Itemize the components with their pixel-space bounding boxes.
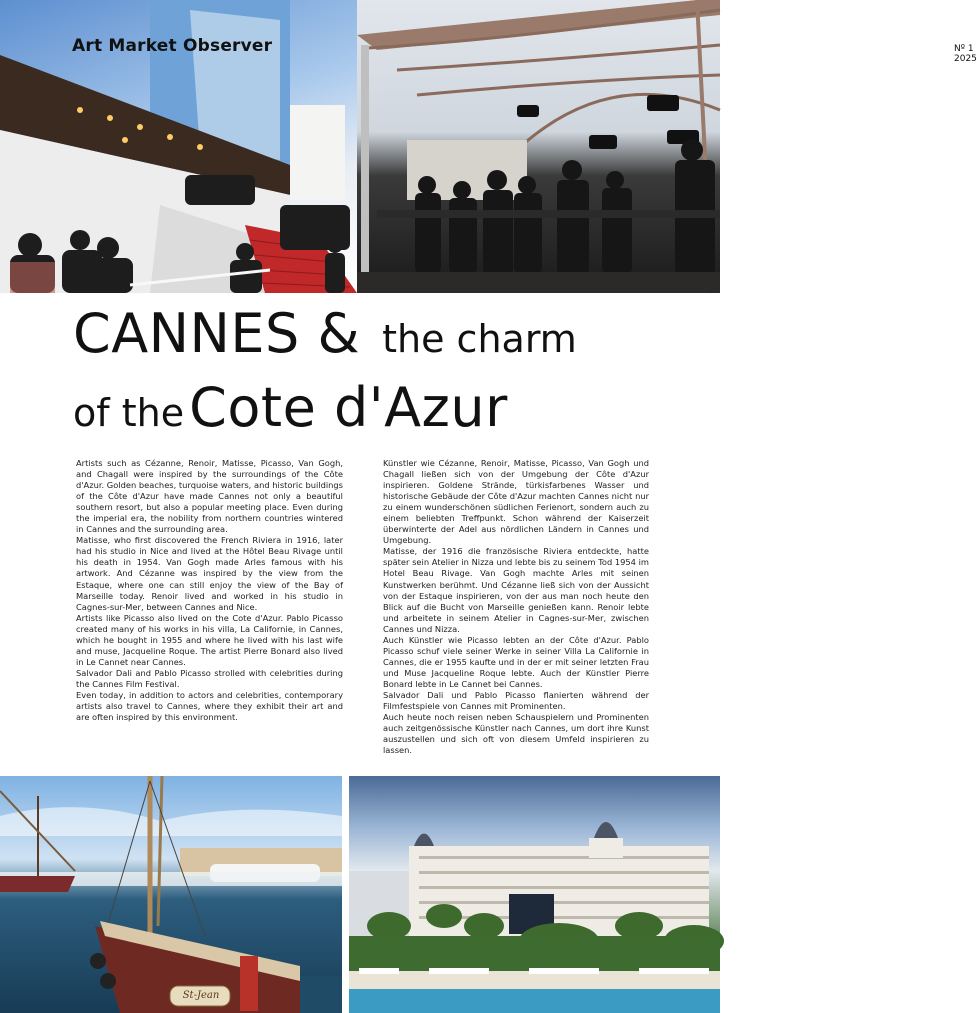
article-english-column	[76, 458, 343, 723]
paragraph: Artists such as Cézanne, Renoir, Matisse, Picasso, Van Gogh, and Chagall were inspired by the surroundings of the Côte d'Azur. Golden beaches, turquoise waters, and historic buildings of the Côte d'Azur have made Cannes not only a beautiful southern resort, but also a popular meeting place. Even during the imperial era, the nobility from northern countries wintered in Cannes and the surrounding area.	[76, 458, 343, 535]
paragraph: Salvador Dali und Pablo Picasso flanierten während der Filmfestspiele von Cannes mit Prominenten.	[383, 689, 649, 712]
headline-cote-dazur: Cote d'Azur	[189, 376, 508, 439]
issue-number: Nº 1 2025	[954, 44, 977, 64]
sailboat-harbour-photo	[0, 776, 342, 1013]
article-german-column	[383, 458, 649, 756]
headline-cannes: CANNES &	[73, 302, 361, 365]
red-carpet-photo	[0, 0, 357, 293]
paragraph: Artists like Picasso also lived on the Cote d'Azur. Pablo Picasso created many of his works in his villa, La Californie, in Cannes, which he bought in 1955 and where he lived with his last wife and muse, Jacqueline Roque. The artist Pierre Bonard also lived in Le Cannet near Cannes.	[76, 612, 343, 667]
paragraph: Matisse, who first discovered the French Riviera in 1916, later had his studio in Nice and lived at the Hôtel Beau Rivage until his death in 1954. Van Gogh made Arles famous with his artwork. And Cézanne was inspired by the view from the Estaque, where one can still enjoy the view of the Bay of Marseille today. Renoir lived and worked in his studio in Cagnes-sur-Mer, between Cannes and Nice.	[76, 535, 343, 612]
headline-charm: the charm	[382, 317, 577, 361]
paragraph: Künstler wie Cézanne, Renoir, Matisse, Picasso, Van Gogh und Chagall ließen sich von der Umgebung der Côte d'Azur inspirieren. Goldene Strände, türkisfarbenes Wasser und historische Gebäude der Côte d'Azur machten Cannes nicht nur zu einem wunderschönen südlichen Ferienort, sondern auch zu einem beliebten Treffpunkt. Schon während der Kaiserzeit überwinterte der Adel aus nördlichen Ländern in Cannes und Umgebung.	[383, 458, 649, 546]
paragraph: Auch heute noch reisen neben Schauspielern und Prominenten auch zeitgenössische Künstler nach Cannes, um dort ihre Kunst auszustellen und sich oft von diesem Umfeld inspirieren zu lassen.	[383, 712, 649, 756]
paragraph: Salvador Dali and Pablo Picasso strolled with celebrities during the Cannes Film Festival.	[76, 667, 343, 689]
headline-line-2	[73, 376, 673, 439]
paragraph: Even today, in addition to actors and celebrities, contemporary artists also travel to Cannes, where they exhibit their art and are often inspired by this environment.	[76, 689, 343, 723]
paragraph: Auch Künstler wie Picasso lebten an der Côte d'Azur. Pablo Picasso schuf viele seiner Werke in seiner Villa La Californie in Cannes, die er 1955 kaufte und in der er mit seiner letzten Frau und Muse Jacqueline Roque lebte. Auch der Künstler Pierre Bonard lebte in Le Cannet bei Cannes.	[383, 634, 649, 689]
headline-line-1	[73, 302, 673, 365]
masthead-title: Art Market Observer	[72, 36, 273, 56]
headline-of-the: of the	[73, 391, 185, 435]
carlton-hotel-photo	[349, 776, 720, 1013]
boat-name-plate: St-Jean	[182, 990, 220, 1001]
paragraph: Matisse, der 1916 die französische Riviera entdeckte, hatte später sein Atelier in Nizza und lebte bis zu seinem Tod 1954 im Hotel Beau Rivage. Van Gogh machte Arles mit seinen Kunstwerken berühmt. Und Cézanne ließ sich von der Aussicht von der Estaque inspirieren, von der aus man noch heute den Blick auf die Bucht von Marseille genießen kann. Renoir lebte und arbeitete in seinem Atelier in Cagnes-sur-Mer, zwischen Cannes und Nizza.	[383, 546, 649, 634]
press-photographers-photo	[357, 0, 977, 293]
